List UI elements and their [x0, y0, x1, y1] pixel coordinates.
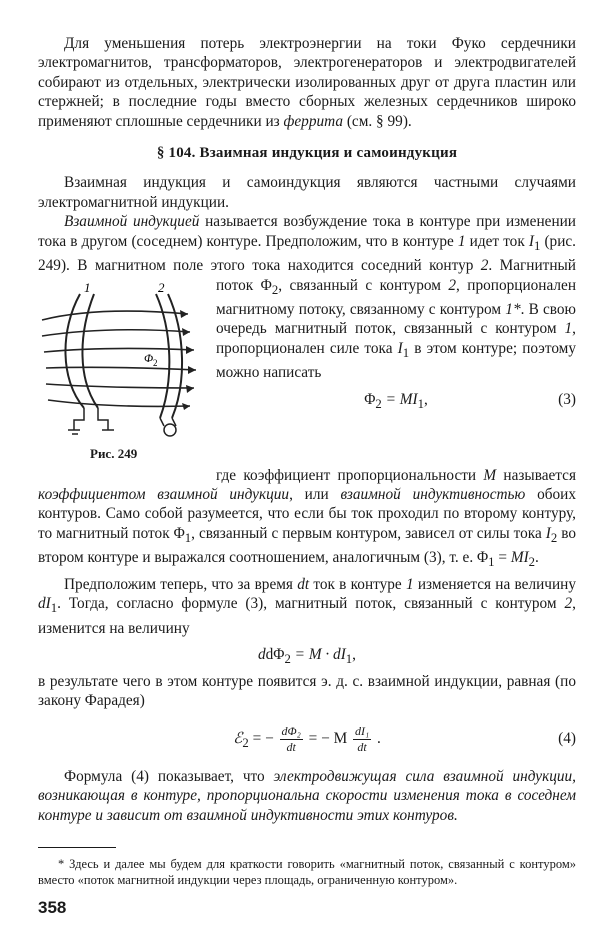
- page-body: [38, 34, 576, 888]
- equation-3-number: (3): [558, 390, 576, 408]
- label-phi: Φ: [144, 350, 154, 365]
- paragraph-6: Формула (4) показывает, что электродвижущая сила взаимной индукции, возникающая в контуре, пропорциональна скорости изменения тока в соседнем контуре и зависит от взаимной индуктивности этих контуров.: [38, 767, 576, 824]
- figure-249: [38, 280, 206, 466]
- paragraph-5: в результате чего в этом контуре появится э. д. с. взаимной индукции, равная (по закону Фарадея): [38, 672, 576, 710]
- page-number: 358: [38, 898, 67, 917]
- mutual-induction-diagram: [38, 280, 206, 440]
- intro-paragraph: Для уменьшения потерь электроэнергии на токи Фуко сердечники электромагнитов, трансформаторов, электрогенераторов и электродвигателей собирают из отдельных, электрически изолированных друг от друга пластин или стержней; в последние годы вместо сборных железных сердечников широко применяют сплошные сердечники из феррита (см. § 99).: [38, 35, 576, 130]
- label-phi-sub: 2: [153, 357, 158, 368]
- section-heading: § 104. Взаимная индукция и самоиндукция: [156, 145, 458, 162]
- equation-4: ℰ$_2$ = − $\frac{\text{dΦ₂}}{dt}$ = − M $\frac{\text{dI₁}}{dt}$ . (4): [38, 717, 576, 761]
- label-contour-2: 2: [158, 279, 165, 295]
- equation-4-number: (4): [558, 729, 576, 747]
- paragraph-3: где коэффициент пропорциональности M называется коэффициентом взаимной индукции, или взаимной индуктивностью обоих контуров. Само собой разумеется, что если бы ток проходил по второму контуру, то магнитный поток $\Phi_1$, связанный с первым контуром, зависел от силы тока $I_2$ во втором контуре и выражался соотношением, аналогичным (3), т. е. $\Phi_1 = MI_2$.: [38, 466, 576, 570]
- footnote-rule: [38, 847, 116, 848]
- footnote: * Здесь и далее мы будем для краткости говорить «магнитный поток, связанный с контуром» вместо «поток магнитной индукции через площадь, ограниченную контуром».: [38, 856, 576, 887]
- paragraph-1: Взаимная индукция и самоиндукция являются частными случаями электромагнитной индукции.: [38, 174, 576, 211]
- equation-dphi: $dd\Phi_2 = M \cdot dI_1$,: [257, 645, 356, 666]
- paragraph-4: Предположим теперь, что за время dt ток в контуре 1 изменяется на величину $dI_1$. Тогда, согласно формуле (3), магнитный поток, связанный с контуром 2, изменится на величину: [38, 575, 576, 637]
- paragraph-2: Взаимной индукцией называется возбуждение тока в контуре при изменении тока в другом (соседнем) контуре. Предположим, что в контуре 1 идет ток $I_1$ (рис. 249). В магнитном поле этого тока находится соседний контур 1 2 Φ 2 Рис. 249 2. Магнитный поток $\Phi_2$, связанный с контуром 2, пропорционален магнитному потоку, связанному с контуром 1*. В свою очередь магнитный поток, связанный с контуром 1, пропорционален силе тока $I_1$ в этом контуре; поэтому можно написать: [38, 212, 576, 382]
- figure-caption: Рис. 249: [90, 445, 138, 461]
- label-contour-1: 1: [84, 279, 91, 295]
- equation-3: $\Phi_2 = MI_1$, (3): [216, 385, 576, 415]
